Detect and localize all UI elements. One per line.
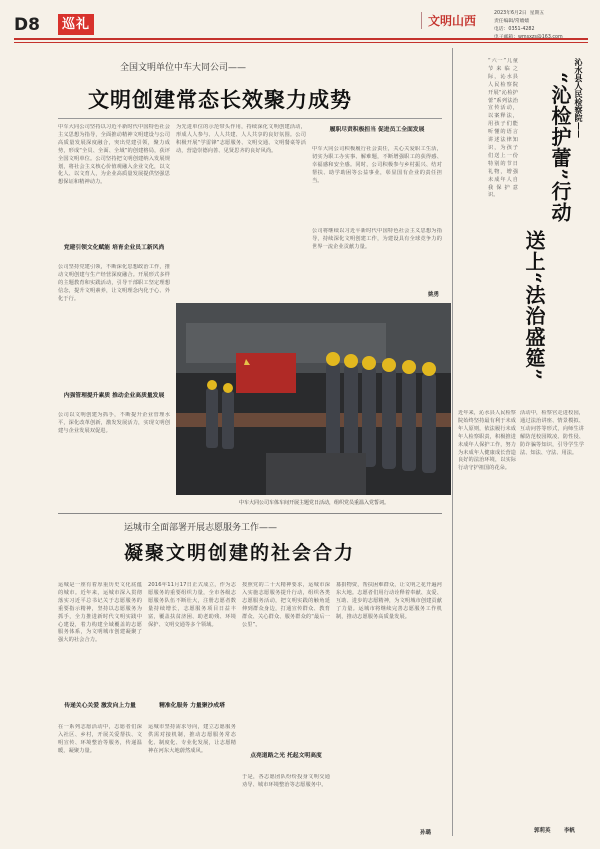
masthead-rule-thin xyxy=(14,42,588,43)
divider xyxy=(58,513,442,514)
article2-subhead-3: 点亮道路之光 托起文明高度 xyxy=(250,753,322,759)
editor-line: 责任编辑/常嫱嫱 xyxy=(494,19,530,24)
column-rule xyxy=(452,48,453,836)
article2-col2-text: 2016年11月17日正式成立，作为志愿服务的重要组织力量，全市各级志愿服务队伍不断壮大，注册志愿者数量持续增长，志愿服务项目日益丰富，覆盖扶贫济困、助老助残、环境保护、文明交通等多个领域。 xyxy=(148,582,236,628)
article2-subhead-2: 精准化服务 力量聚沙成塔 xyxy=(159,703,225,709)
sidebar-text-1b xyxy=(458,58,486,398)
article1-byline: 姚勇 xyxy=(428,292,440,298)
article2-col3-text2: 于是，各志愿团队纷纷投身文明交通劝导、城市环境整治等志愿服务中。 xyxy=(242,774,330,788)
article2-headline: 凝聚文明创建的社会合力 xyxy=(124,542,356,564)
article1-col2-text: 为先进单位的示范带头作用，持续深化文明创建活动，形成人人参与、人人共建、人人共享的良好氛围。公司积极开展“学雷锋”志愿服务、文明交通、文明餐桌等活动，营造崇德向善、见贤思齐的良好风尚。 xyxy=(176,124,306,154)
article1-col3-text: 中车大同公司积极履行社会责任，关心关爱职工生活，切实为职工办实事、解难题，不断增强职工的获得感、幸福感和安全感。同时，公司积极参与乡村振兴、结对帮扶、助学助困等公益事业，彰显国有企业的责任担当。 xyxy=(312,146,442,184)
masthead xyxy=(14,6,588,46)
workshop-photo-illustration xyxy=(176,303,451,495)
paper-logo: 文明山西 xyxy=(421,12,476,29)
article1-kicker: 全国文明单位中车大同公司—— xyxy=(120,63,247,73)
sidebar-text-4 xyxy=(520,614,584,824)
sidebar-text-3: 近年来，沁水县人民检察院始终坚持最有利于未成年人原则，依法履行未成年人检察职责，积极推进未成年人保护工作，努力为未成年人健康成长营造良好的法治环境，以实际行动守护祖国的花朵。 xyxy=(458,410,516,472)
masthead-rule xyxy=(14,38,588,40)
article1-col3-text2: 公司将继续以习近平新时代中国特色社会主义思想为指导，持续深化文明创建工作，为建设具有全球竞争力的世界一流企业贡献力量。 xyxy=(312,228,442,250)
article1-headline: 文明创建常态长效聚力成势 xyxy=(88,87,352,112)
page-number: D8 xyxy=(14,15,40,35)
article2-byline: 孙璐 xyxy=(420,830,432,836)
article2-subhead-1: 传递关心关爱 激发向上力量 xyxy=(64,703,136,709)
article2-col1-text: 运城是一座有着厚重历史文化底蕴的城市。近年来，运城市深入贯彻落实习近平总书记关于志愿服务的重要指示精神，坚持以志愿服务为抓手，全力推进新时代文明实践中心建设，着力构建全域覆盖的志愿服务体系，为文明城市创建凝聚了强大的社会合力。 xyxy=(58,582,142,644)
article1-subhead-1: 党建引领文化赋能 培育企业员工新风尚 xyxy=(63,245,165,251)
sidebar-title-a: “沁检护蕾”行动 xyxy=(548,72,572,224)
party-flag xyxy=(236,353,296,393)
article2-kicker: 运城市全面部署开展志愿服务工作—— xyxy=(124,523,278,533)
article1-photo xyxy=(176,303,451,495)
sidebar-text-2: 活动中，检察官走进校园，通过法治讲座、情景模拟、互动问答等形式，向师生讲解防范校园欺凌、防性侵、防诈骗等知识，引导学生学法、知法、守法、用法。 xyxy=(520,410,584,456)
sidebar-kicker: 沁水县人民检察院—— xyxy=(574,58,584,138)
article1-col1-text: 中车大同公司坚持以习近平新时代中国特色社会主义思想为指导，全面推动精神文明建设与公司高质量发展深度融合，突出党建引领，聚力成势，形成“全员、全面、全域”的创建格局，获评全国文明单位。公司坚持把文明创建纳入发展规划，将社会主义核心价值观融入企业文化，以文化人、以文育人，为企业高质量发展提供坚强思想保证和精神动力。 xyxy=(58,124,170,186)
article1-col1-text2: 公司坚持党建引领，不断深化思想政治工作，推动文明创建与生产经营深度融合。开展形式多样的主题教育和实践活动，引导干部职工坚定理想信念，提升文明素养，让文明理念内化于心、外化于行。 xyxy=(58,264,170,302)
sidebar-text-1: “六一”儿童节来临之际，沁水县人民检察院开展“沁检护蕾”系列法治宣传活动，以案释法，用孩子们能听懂的语言讲述法律知识，为孩子们送上一份特别的节日礼物，增强未成年人自我保护意识。 xyxy=(488,58,518,199)
article2-col3-text: 按照党的二十大精神要求，运城市深入实施志愿服务提升行动，组织各类志愿服务活动，把文明实践的触角延伸到群众身边，打通宣传群众、教育群众、关心群众、服务群众的“最后一公里”。 xyxy=(242,582,330,628)
issue-weekday: 星期五 xyxy=(529,11,545,16)
article1-subhead-3: 履职尽责积极担当 促进员工全面发展 xyxy=(329,127,425,133)
phone-line: 电话：0351-4282 xyxy=(494,27,535,32)
article1-subhead-2: 内强管理提升素质 推动企业高质量发展 xyxy=(63,393,165,399)
divider xyxy=(58,118,442,119)
article2-col1-text2: 在一系列志愿活动中，志愿者们深入社区、乡村，开展关爱帮扶、文明宣传、环境整治等服务，传递温暖，凝聚力量。 xyxy=(58,724,142,754)
article2-col2-text2: 运城市坚持需求导向，建立志愿服务供需对接机制，推动志愿服务常态化、制度化、专业化发展，让志愿精神在河东大地蔚然成风。 xyxy=(148,724,236,754)
issue-date: 2023年6月2日 xyxy=(494,11,527,16)
sidebar-byline-1: 郭莉英 xyxy=(534,828,551,834)
sidebar-byline-2: 李帆 xyxy=(564,828,576,834)
photo-caption: 中车大同公司车体车间开展主题党日活动，组织党员重温入党誓词。 xyxy=(238,500,389,506)
article2-col4-text: 募捐物资，帮扶困难群众，让文明之花开遍河东大地。志愿者们用行动诠释着奉献、友爱、互助、进步的志愿精神，为文明城市创建贡献了力量。运城市将继续完善志愿服务工作机制，推动志愿服务高质量发展。 xyxy=(336,582,442,620)
article1-col1-text3: 公司以文明创建为抓手，不断提升企业管理水平，深化改革创新，激发发展活力，实现文明创建与企业发展双促进。 xyxy=(58,412,170,434)
section-badge: 巡礼 xyxy=(58,14,94,35)
sidebar-title-b: 送上“法治盛筵” xyxy=(522,230,546,382)
